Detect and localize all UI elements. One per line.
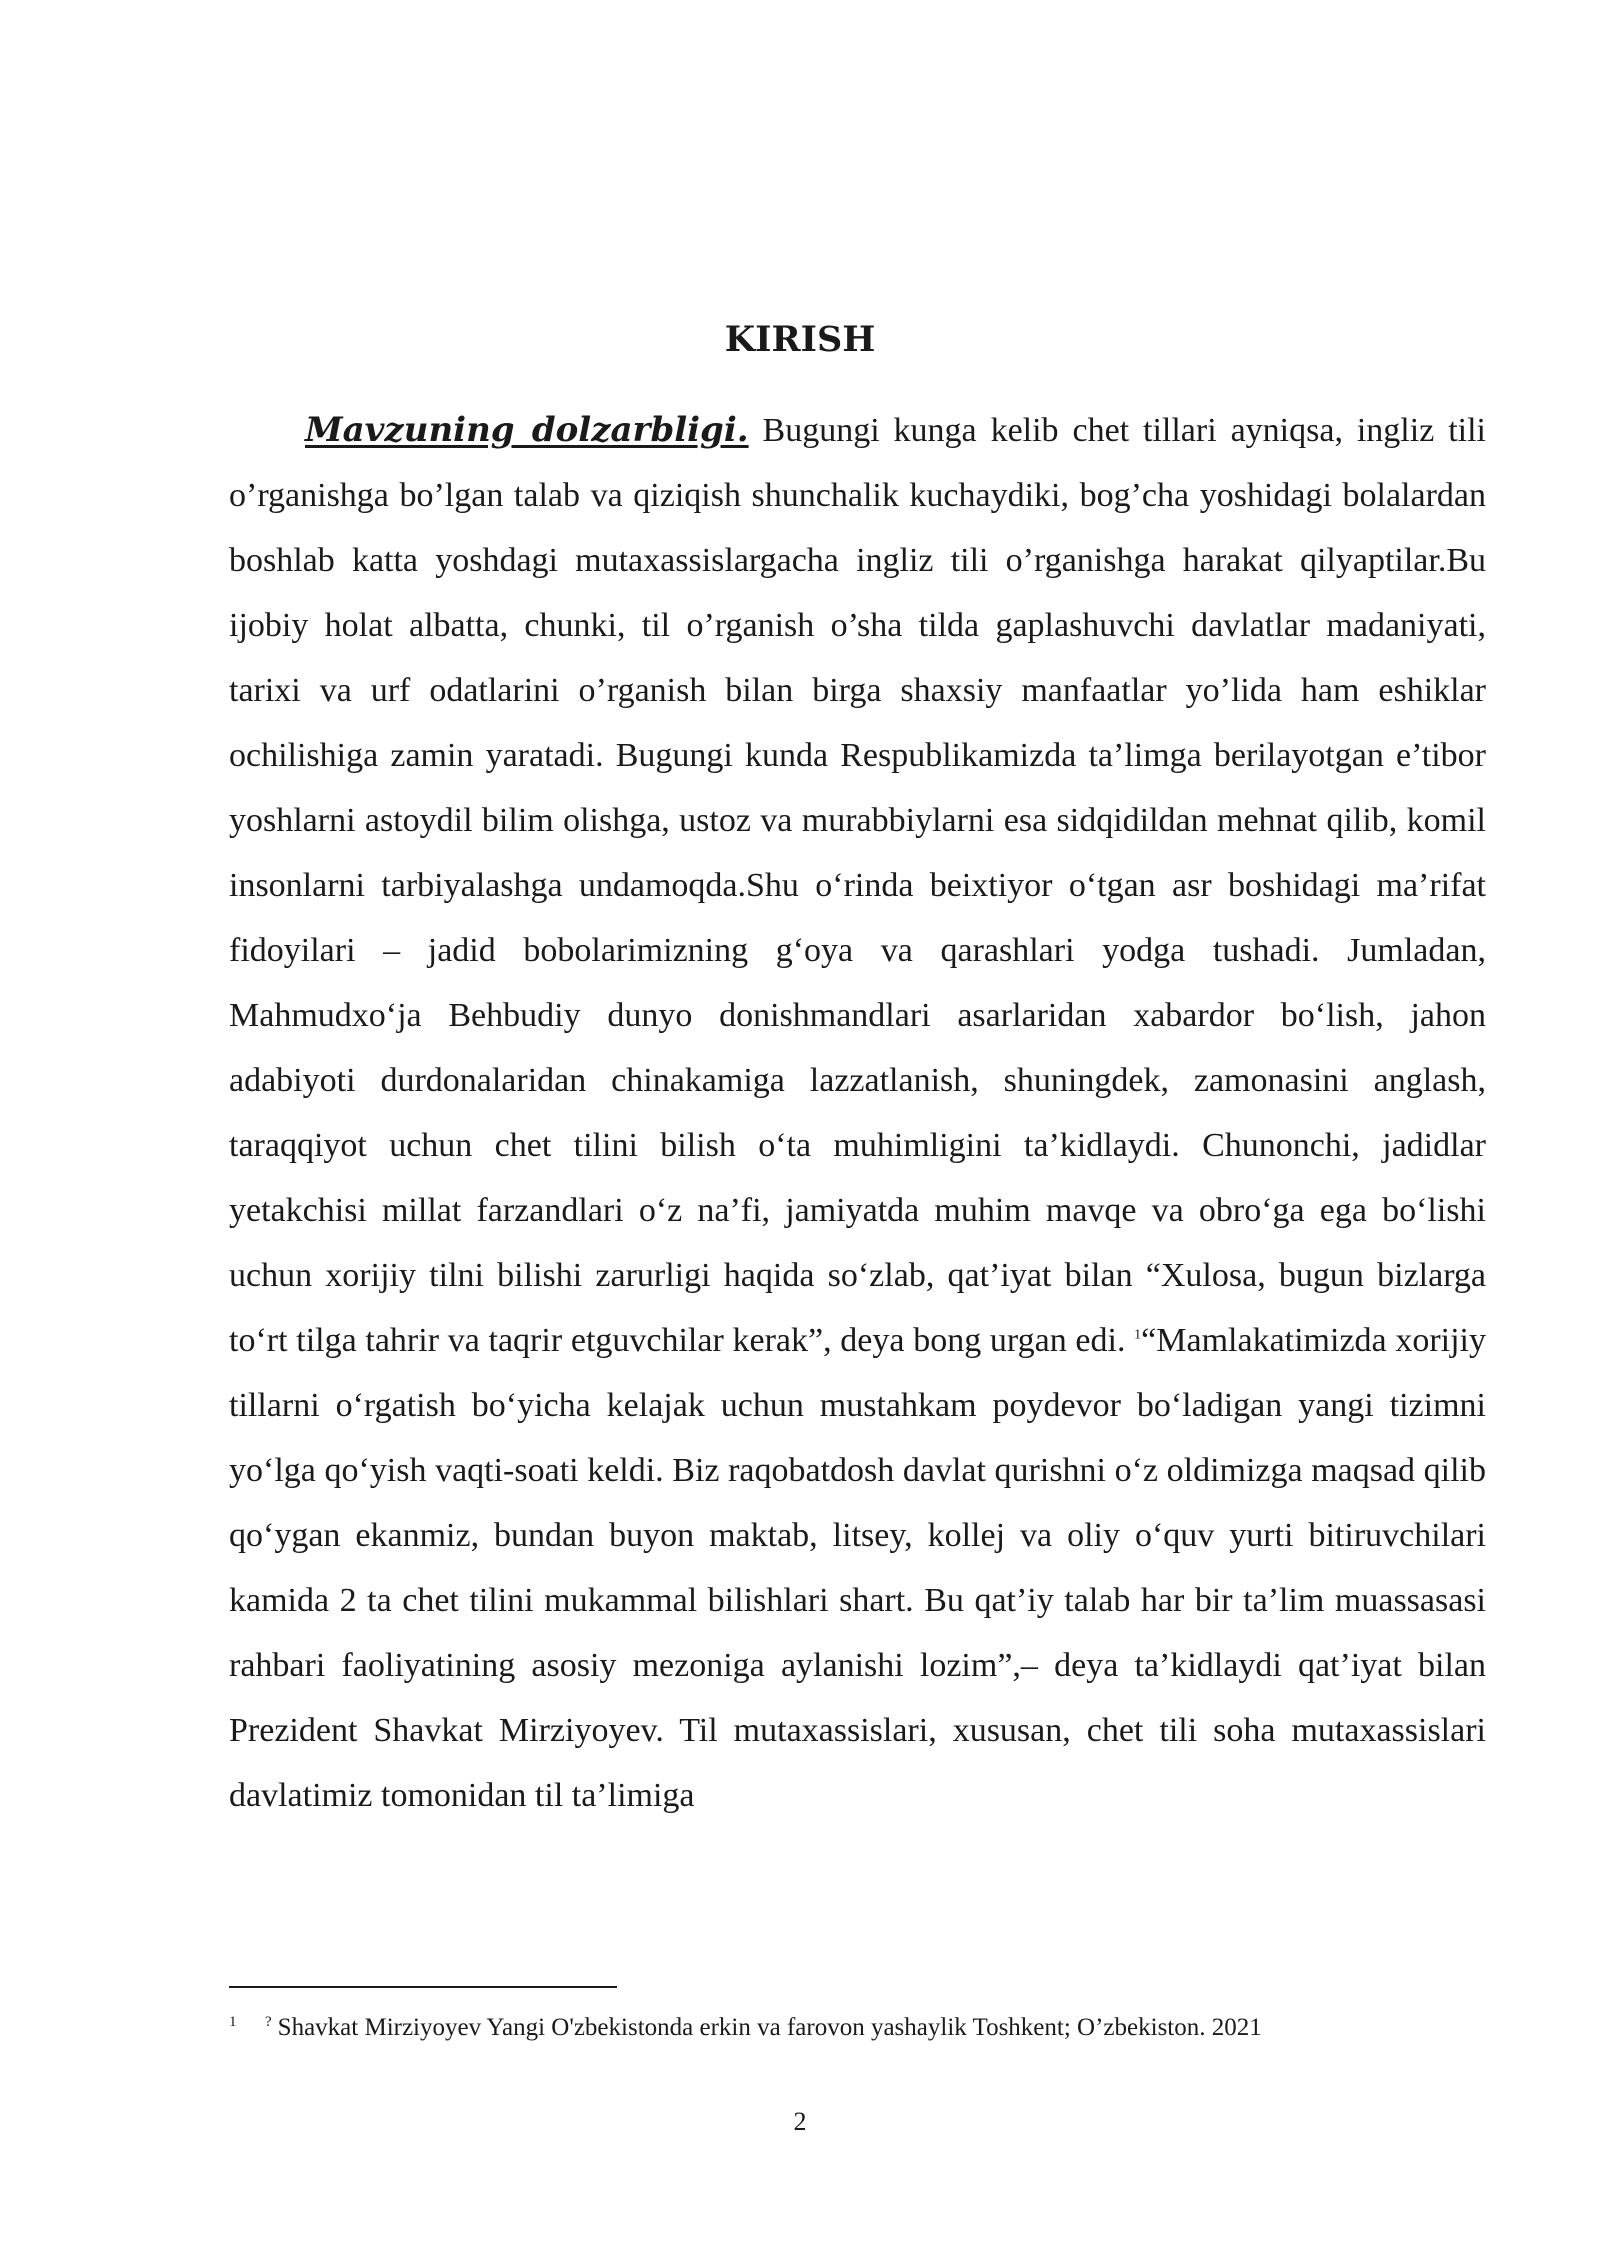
footnote-reference[interactable]: 1 bbox=[1134, 1327, 1142, 1343]
paragraph-text-part1: Bugungi kunga kelib chet tillari ayniqsa, ingliz tili o’rganishga bo’lgan talab va qiziqish shunchalik kuchaydiki, bog’cha yoshidagi bolalardan boshlab katta yoshdagi mutaxassislargacha ingliz tili o’rganishga harakat qilyaptilar.Bu ijobiy holat albatta, chunki, til o’rganish o’sha tilda gaplashuvchi davlatlar madaniyati, tarixi va urf odatlarini o’rganish bilan birga shaxsiy manfaatlar yo’lida ham eshiklar ochilishiga zamin yaratadi. Bugungi kunda Respublikamizda ta’limga berilayotgan e’tibor yoshlarni astoydil bilim olishga, ustoz va murabbiylarni esa sidqidildan mehnat qilib, komil insonlarni tarbiyalashga undamoqda.Shu o‘rinda beixtiyor o‘tgan asr boshidagi ma’rifat fidoyilari – jadid bobolarimizning g‘oya va qarashlari yodga tushadi. Jumladan, Mahmudxo‘ja Behbudiy dunyo donishmandlari asarlaridan xabardor bo‘lish, jahon adabiyoti durdonalaridan chinakamiga lazzatlanish, shuningdek, zamonasini anglash, taraqqiyot uchun chet tilini bilish o‘ta muhimligini ta’kidlaydi. Chunonchi, jadidlar yetakchisi millat farzandlari o‘z na’fi, jamiyatda muhim mavqe va obro‘ga ega bo‘lishi uchun xorijiy tilni bilishi zarurligi haqida so‘zlab, qat’iyat bilan “Xulosa, bugun bizlarga to‘rt tilga tahrir va taqrir etguvchilar kerak”, deya bong urgan edi. bbox=[229, 412, 1486, 1359]
page-title: KIRISH bbox=[724, 319, 876, 360]
page-number: 2 bbox=[793, 2107, 807, 2136]
footnote-separator bbox=[229, 1986, 617, 1988]
section-lead-heading: Mavzuning dolzarbligi. bbox=[305, 410, 749, 450]
footnote-mark: ? bbox=[265, 2013, 272, 2030]
body-paragraph bbox=[229, 398, 1486, 1828]
paragraph-text-part2: “Mamlakatimizda xorijiy tillarni o‘rgatish bo‘yicha kelajak uchun mustahkam poydevor bo‘ladigan yangi tizimni yo‘lga qo‘yish vaqti-soati keldi. Biz raqobatdosh davlat qurishni o‘z oldimizga maqsad qilib qo‘ygan ekanmiz, bundan buyon maktab, litsey, kollej va oliy o‘quv yurti bitiruvchilari kamida 2 ta chet tilini mukammal bilishlari shart. Bu qat’iy talab har bir ta’lim muassasasi rahbari faoliyatining asosiy mezoniga aylanishi lozim”,– deya ta’kidlaydi qat’iyat bilan Prezident Shavkat Mirziyoyev. Til mutaxassislari, xususan, chet tili soha mutaxassislari davlatimiz tomonidan til ta’limiga bbox=[229, 1322, 1486, 1814]
footnote: 1 ? Shavkat Mirziyoyev Yangi O'zbekistonda erkin va farovon yashaylik Toshkent; O’zbekiston. 2021 bbox=[229, 2013, 1262, 2041]
footnote-text: Shavkat Mirziyoyev Yangi O'zbekistonda erkin va farovon yashaylik Toshkent; O’zbekiston. 2021 bbox=[277, 2014, 1262, 2041]
